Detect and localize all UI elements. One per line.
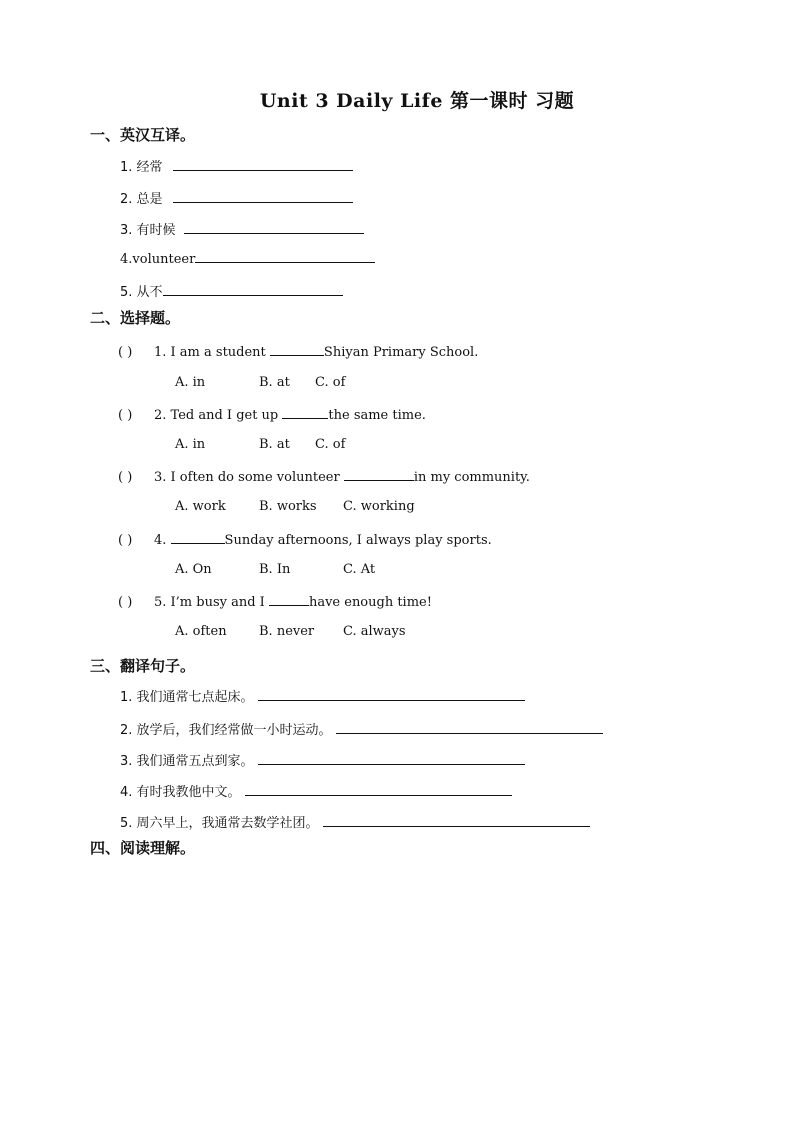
item-text: volunteer	[132, 252, 196, 267]
question-blank	[282, 406, 328, 419]
word-item	[120, 188, 353, 207]
item-number: 5.	[120, 285, 133, 300]
answer-paren[interactable]: ( )	[118, 470, 133, 485]
answer-paren[interactable]: ( )	[118, 595, 133, 610]
answer-blank[interactable]	[163, 283, 343, 296]
option-c[interactable]: C. always	[343, 624, 406, 639]
item-number: 1.	[120, 690, 133, 705]
answer-blank[interactable]	[173, 158, 353, 171]
question-text-end: the same time.	[328, 408, 426, 423]
answer-blank[interactable]	[258, 752, 525, 765]
item-number: 2.	[120, 723, 133, 738]
question-blank	[270, 343, 324, 356]
answer-blank[interactable]	[258, 688, 525, 701]
sentence-item	[120, 686, 525, 705]
section-heading-reading: 四、阅读理解。	[90, 839, 196, 857]
section-heading-translate-words: 一、英汉互译。	[90, 126, 196, 144]
question-text-end: in my community.	[413, 470, 530, 485]
option-c[interactable]: C. of	[315, 375, 346, 390]
word-item	[120, 281, 343, 300]
question-text-start: 5. I’m busy and I	[154, 595, 269, 610]
item-number: 2.	[120, 192, 133, 207]
question-blank	[269, 593, 309, 606]
option-a[interactable]: A. often	[175, 624, 227, 639]
item-text: 有时候	[136, 223, 176, 238]
option-b[interactable]: B. never	[259, 624, 315, 639]
question-item	[118, 468, 530, 485]
question-text-start: 4.	[154, 533, 171, 548]
item-text: 总是	[136, 192, 163, 207]
sentence-item	[120, 812, 590, 831]
item-text: 从不	[136, 285, 163, 300]
sentence-item	[120, 719, 603, 738]
question-item	[118, 343, 478, 360]
item-text: 放学后，我们经常做一小时运动。	[136, 723, 332, 738]
item-text: 我们通常七点起床。	[136, 690, 254, 705]
question-item	[118, 406, 426, 423]
option-c[interactable]: C. At	[343, 562, 376, 577]
option-c[interactable]: C. of	[315, 437, 346, 452]
item-text: 我们通常五点到家。	[136, 754, 254, 769]
item-number: 5.	[120, 816, 133, 831]
option-a[interactable]: A. in	[175, 437, 206, 452]
item-number: 1.	[120, 160, 133, 175]
answer-blank[interactable]	[173, 190, 353, 203]
word-item	[120, 219, 364, 238]
question-blank	[171, 531, 225, 544]
question-text-start: 1. I am a student	[154, 345, 270, 360]
sentence-item	[120, 750, 525, 769]
item-number: 4.	[120, 252, 133, 267]
page-title: Unit 3 Daily Life 第一课时 习题	[259, 90, 575, 112]
question-text-start: 2. Ted and I get up	[154, 408, 283, 423]
option-a[interactable]: A. work	[175, 499, 226, 514]
item-text: 经常	[136, 160, 163, 175]
option-b[interactable]: B. works	[259, 499, 317, 514]
option-a[interactable]: A. in	[175, 375, 206, 390]
item-text: 有时我教他中文。	[136, 785, 241, 800]
answer-blank[interactable]	[184, 221, 364, 234]
answer-paren[interactable]: ( )	[118, 408, 133, 423]
answer-paren[interactable]: ( )	[118, 345, 133, 360]
item-text: 周六早上，我通常去数学社团。	[136, 816, 319, 831]
word-item	[120, 250, 375, 267]
section-heading-multiple-choice: 二、选择题。	[90, 309, 181, 327]
item-number: 3.	[120, 223, 133, 238]
item-number: 3.	[120, 754, 133, 769]
answer-blank[interactable]	[195, 250, 375, 263]
question-text-start: 3. I often do some volunteer	[154, 470, 344, 485]
item-number: 4.	[120, 785, 133, 800]
option-b[interactable]: B. In	[259, 562, 291, 577]
answer-paren[interactable]: ( )	[118, 533, 133, 548]
option-b[interactable]: B. at	[259, 437, 290, 452]
question-item	[118, 593, 432, 610]
question-blank	[344, 468, 414, 481]
option-a[interactable]: A. On	[175, 562, 212, 577]
question-text-end: have enough time!	[308, 595, 432, 610]
option-c[interactable]: C. working	[343, 499, 415, 514]
section-heading-translate-sentences: 三、翻译句子。	[90, 657, 196, 675]
answer-blank[interactable]	[323, 814, 590, 827]
question-text-end: Sunday afternoons, I always play sports.	[224, 533, 492, 548]
word-item	[120, 156, 353, 175]
answer-blank[interactable]	[336, 721, 603, 734]
question-item	[118, 531, 492, 548]
question-text-end: Shiyan Primary School.	[323, 345, 479, 360]
option-b[interactable]: B. at	[259, 375, 290, 390]
sentence-item	[120, 781, 512, 800]
answer-blank[interactable]	[245, 783, 512, 796]
